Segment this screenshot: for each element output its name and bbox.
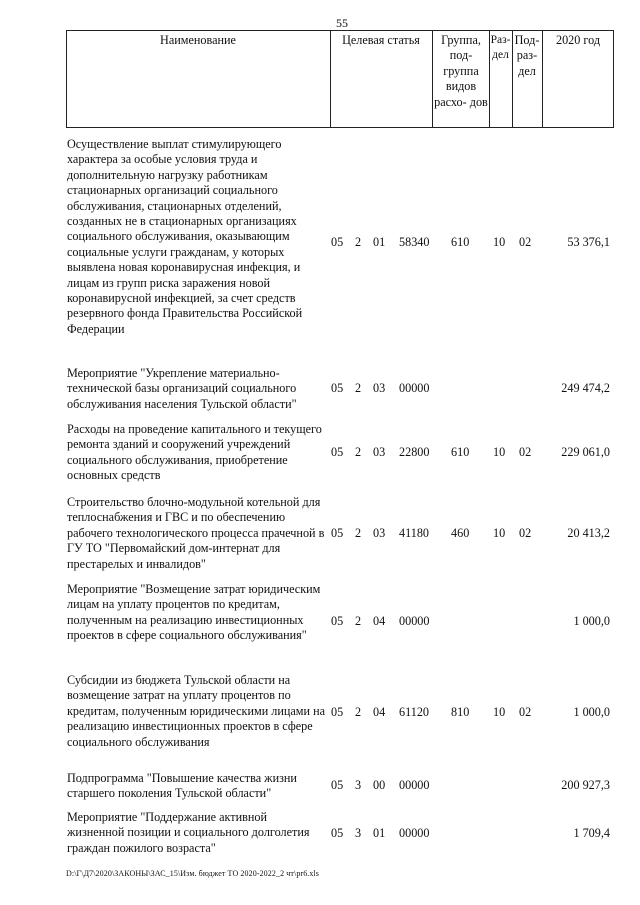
row-code-event: 04 <box>373 705 386 719</box>
row-subsection: 02 <box>519 235 532 249</box>
row-code-direction: 41180 <box>399 526 430 540</box>
row-amount: 229 061,0 <box>561 445 610 459</box>
row-code-program: 05 <box>331 778 344 792</box>
row-group: 610 <box>451 235 470 249</box>
header-section: Раз- дел <box>490 34 511 62</box>
row-amount: 1 000,0 <box>573 614 610 628</box>
row-section: 10 <box>493 235 506 249</box>
header-year: 2020 год <box>555 33 601 47</box>
row-code-program: 05 <box>331 235 344 249</box>
row-group: 810 <box>451 705 470 719</box>
row-subsection: 02 <box>519 445 532 459</box>
row-name: Субсидии из бюджета Тульской области на возмещение затрат на уплату процентов по кредитам, полученным юридическими лицами на реализацию инвестиционных проектов в сфере социального обслуживания <box>67 673 326 749</box>
row-code-subprogram: 2 <box>355 445 362 459</box>
row-code-event: 01 <box>373 826 386 840</box>
file-path-footer: D:\Г\Д7\2020\ЗАКОНЫ\ЗАС_15\Изм. бюджет ТО 2020-2022_2 чт\pr6.xls <box>66 869 320 878</box>
row-code-subprogram: 2 <box>355 381 362 395</box>
row-code-program: 05 <box>331 526 344 540</box>
row-code-program: 05 <box>331 826 344 840</box>
row-amount: 20 413,2 <box>567 526 610 540</box>
row-code-direction: 58340 <box>399 235 430 249</box>
row-code-event: 03 <box>373 445 386 459</box>
row-section: 10 <box>493 445 506 459</box>
row-amount: 53 376,1 <box>567 235 610 249</box>
row-name: Расходы на проведение капитального и текущего ремонта зданий и сооружений учреждений социального обслуживания, приобретение основных средств <box>67 422 322 483</box>
row-code-program: 05 <box>331 705 344 719</box>
row-name: Подпрограмма "Повышение качества жизни старшего поколения Тульской области" <box>67 771 297 801</box>
row-name: Осуществление выплат стимулирующего характера за особые условия труда и дополнительную нагрузку работникам стационарных организаций социального обслуживания, стационарных отделений, созданных не в стационарных организациях социального обслуживания, оказывающим социальные услуги гражданам, у которых выявлена новая коронавирусная инфекция, и лицам из групп риска заражения новой коронавирусной инфекцией, за счет средств резервного фонда Правительства Российской Федерации <box>67 137 303 336</box>
page-number: 55 <box>336 16 348 30</box>
header-subsection: Под- раз- дел <box>514 33 540 78</box>
row-code-subprogram: 3 <box>355 778 362 792</box>
row-code-event: 01 <box>373 235 386 249</box>
row-name: Мероприятие "Поддержание активной жизненной позиции и социального долголетия граждан пожилого возраста" <box>67 810 310 855</box>
row-code-direction: 61120 <box>399 705 430 719</box>
row-amount: 1 000,0 <box>573 705 610 719</box>
row-group: 610 <box>451 445 470 459</box>
row-code-direction: 00000 <box>399 826 430 840</box>
row-amount: 1 709,4 <box>573 826 610 840</box>
header-group: Группа, под- группа видов расхо- дов <box>434 33 488 109</box>
row-code-subprogram: 3 <box>355 826 362 840</box>
row-code-subprogram: 2 <box>355 235 362 249</box>
row-section: 10 <box>493 526 506 540</box>
row-group: 460 <box>451 526 470 540</box>
row-section: 10 <box>493 705 506 719</box>
header-target: Целевая статья <box>342 33 420 47</box>
row-code-event: 00 <box>373 778 386 792</box>
row-code-event: 03 <box>373 381 386 395</box>
row-amount: 249 474,2 <box>561 381 610 395</box>
row-amount: 200 927,3 <box>561 778 610 792</box>
row-code-program: 05 <box>331 614 344 628</box>
row-name: Мероприятие "Возмещение затрат юридическим лицам на уплату процентов по кредитам, полученным на реализацию инвестиционных проектов в сфере социального обслуживания" <box>67 582 321 643</box>
row-code-direction: 00000 <box>399 381 430 395</box>
row-code-program: 05 <box>331 445 344 459</box>
row-name: Мероприятие "Укрепление материально-технической базы организаций социального обслуживания населения Тульской области" <box>67 366 297 411</box>
row-code-direction: 00000 <box>399 778 430 792</box>
row-code-direction: 00000 <box>399 614 430 628</box>
row-code-event: 04 <box>373 614 386 628</box>
row-code-event: 03 <box>373 526 386 540</box>
row-name: Строительство блочно-модульной котельной для теплоснабжения и ГВС и по обеспечению рабочего технологического процесса прачечной в ГУ ТО "Первомайский дом-интернат для престарелых и инвалидов" <box>67 495 325 571</box>
row-code-direction: 22800 <box>399 445 430 459</box>
column-divider <box>432 30 433 128</box>
row-code-subprogram: 2 <box>355 614 362 628</box>
row-subsection: 02 <box>519 526 532 540</box>
row-code-subprogram: 2 <box>355 705 362 719</box>
row-subsection: 02 <box>519 705 532 719</box>
row-code-subprogram: 2 <box>355 526 362 540</box>
header-name: Наименование <box>160 33 236 47</box>
row-code-program: 05 <box>331 381 344 395</box>
